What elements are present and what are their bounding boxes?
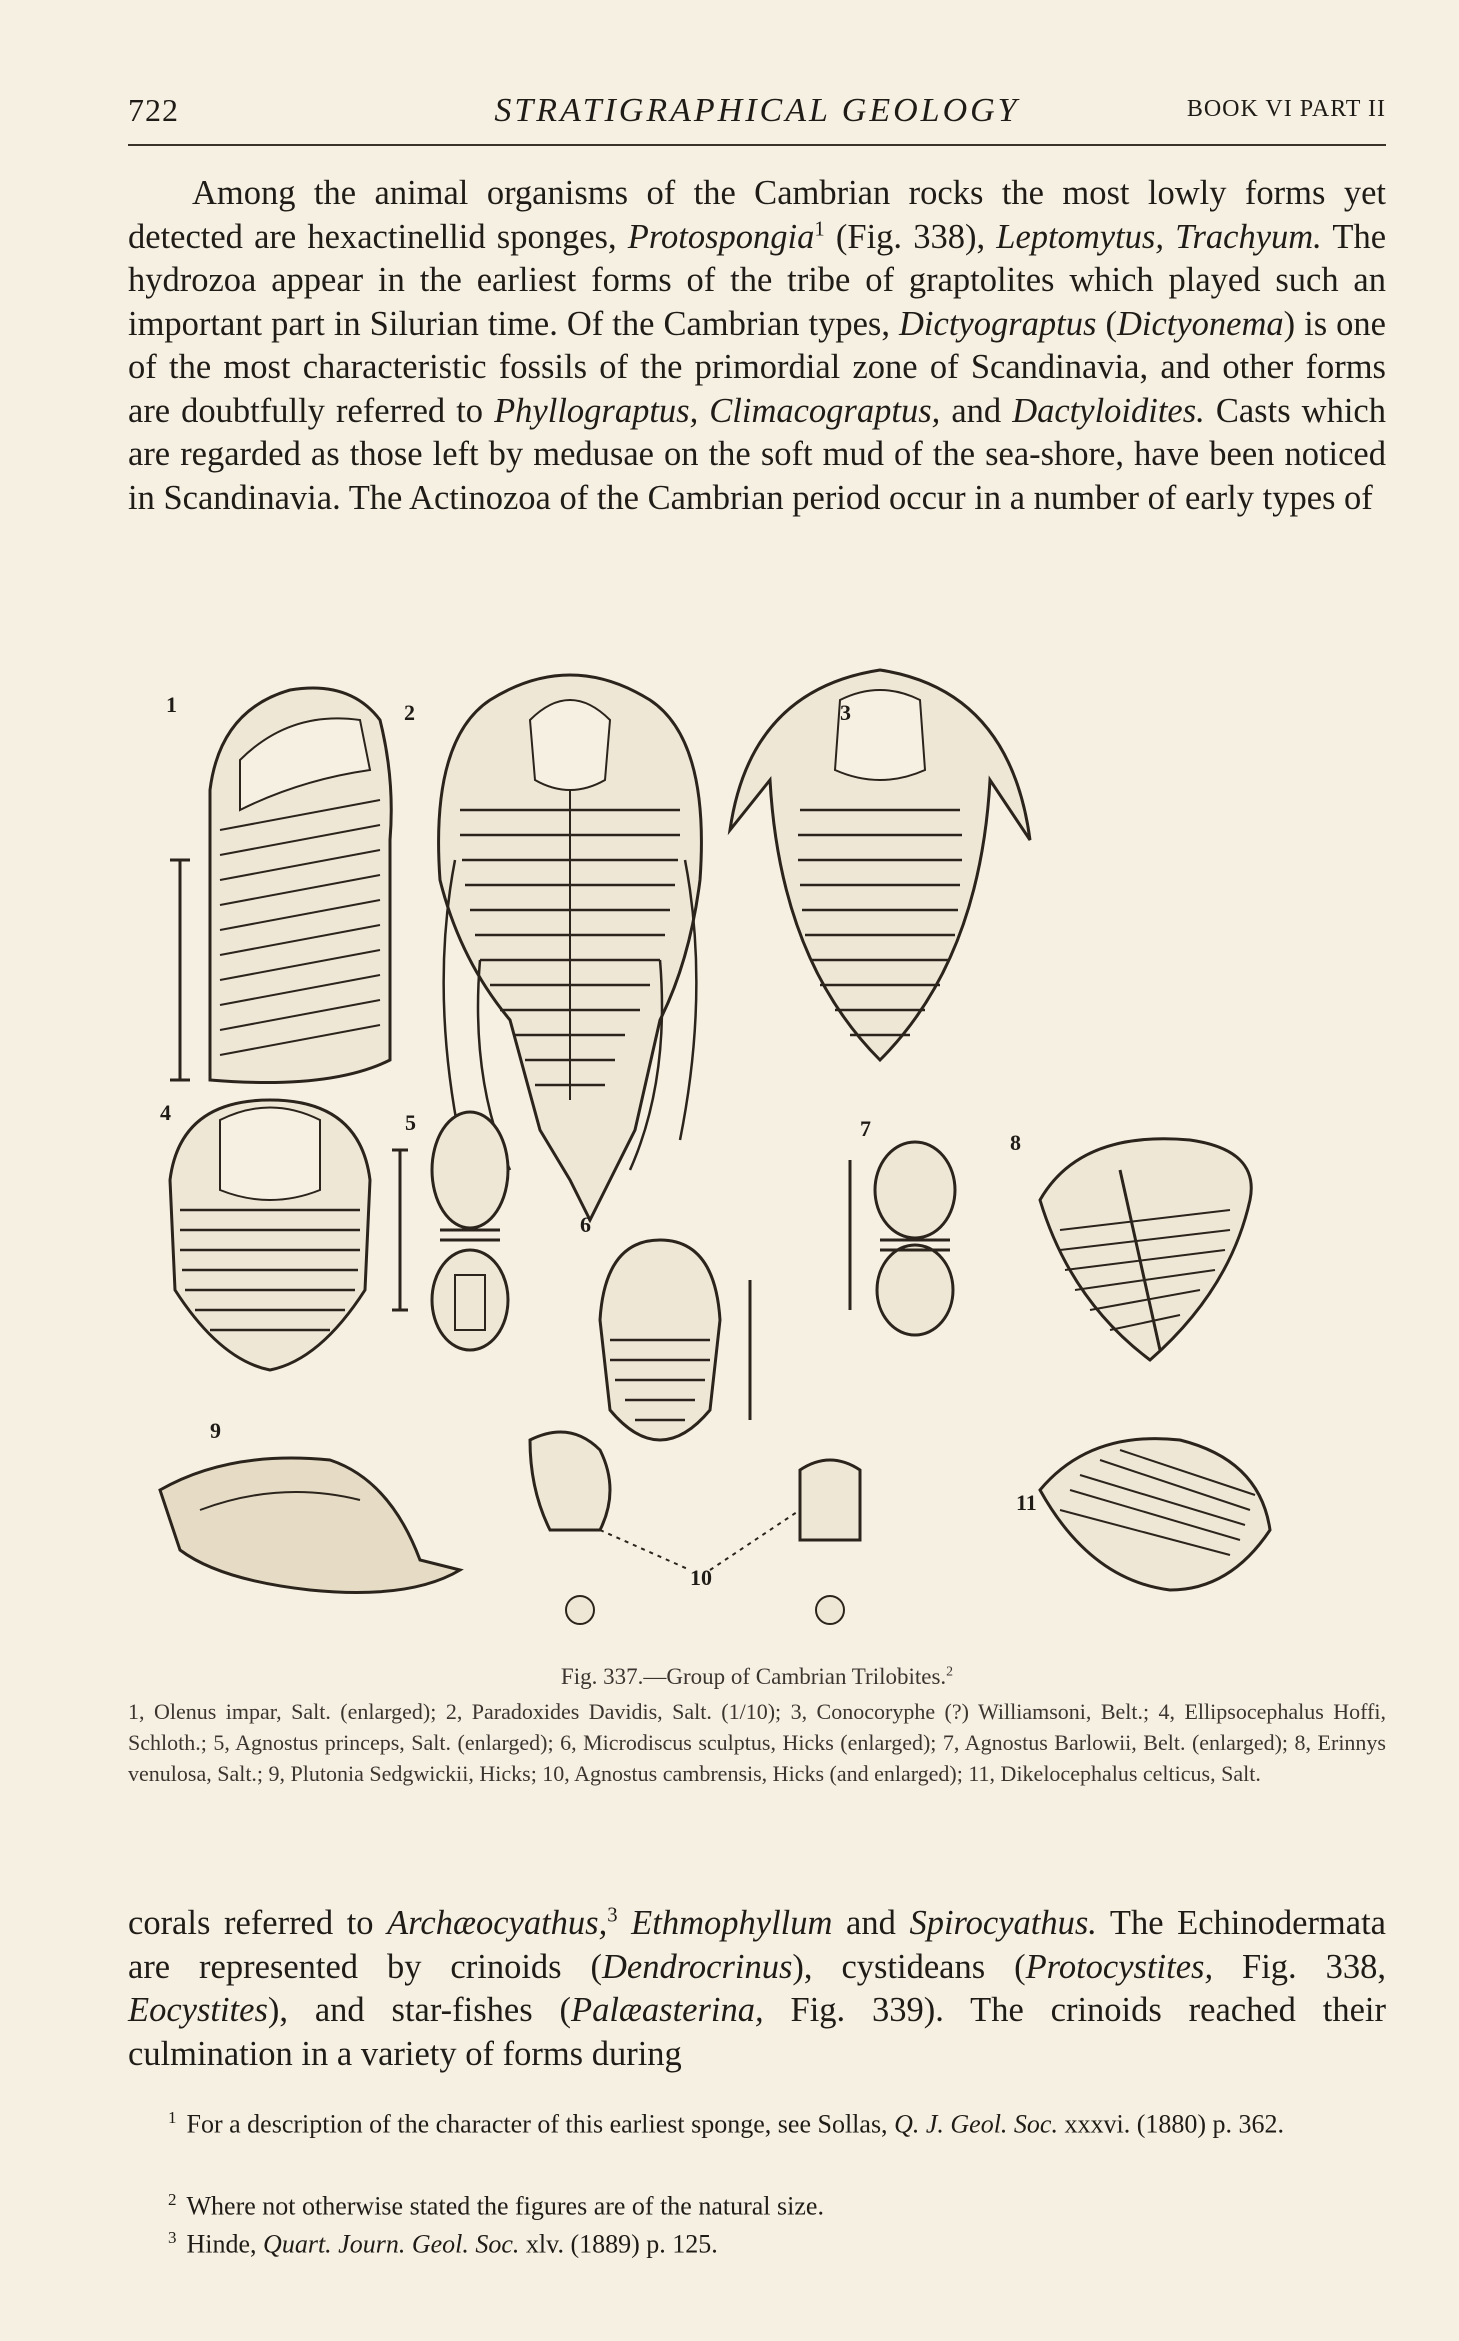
- trilobite-olenus: [166, 688, 391, 1083]
- footnote-1: $^1$ For a description of the character of this earliest sponge, see Sollas, Q. J. Geol. Soc. xxxvi. (1880) p. 362.: [168, 2108, 1285, 2139]
- trilobite-conocoryphe: [730, 670, 1030, 1060]
- trilobite-agnostus-cambrensis: [530, 1432, 860, 1624]
- figure-caption: [128, 1661, 1386, 1789]
- label-4: 4: [160, 1100, 171, 1125]
- label-6: 6: [580, 1212, 591, 1237]
- paragraph-corals-echinodermata: corals referred to Archæocyathus,$^3$ Ethmophyllum and Spirocyathus. The Echinodermata are represented by crinoids (Dendrocrinus), cystideans (Protocystites, Fig. 338, Eocystites), and star-fishes (Palæasterina, Fig. 339). The crinoids reached their culmination in a variety of forms during: [128, 1904, 1386, 2073]
- page-number: 722: [128, 92, 179, 128]
- trilobite-ellipsocephalus: [160, 1100, 370, 1370]
- paragraph-cambrian-organisms: Among the animal organisms of the Cambrian rocks the most lowly forms yet detected are hexactinellid sponges, Protospongia$^1$ (Fig. 338), Leptomytus, Trachyum. The hydrozoa appear in the earliest forms of the tribe of graptolites which played such an important part in Silurian time. Of the Cambrian types, Dictyograptus (Dictyonema) is one of the most characteristic fossils of the primordial zone of Scandinavia, and other forms are doubtfully referred to Phyllograptus, Climacograptus, and Dactyloidites. Casts which are regarded as those left by medusae on the soft mud of the sea-shore, have been noticed in Scandinavia. The Actinozoa of the Cambrian period occur in a number of early types of: [128, 174, 1387, 517]
- running-header: [128, 92, 1386, 146]
- figure-caption-title: Fig. 337.—Group of Cambrian Trilobites.$^2$: [560, 1663, 954, 1689]
- trilobite-agnostus-princeps: [392, 1110, 508, 1350]
- label-8: 8: [1010, 1130, 1021, 1155]
- trilobite-engravings: [150, 640, 1330, 1640]
- book-part-label: BOOK VI PART II: [1186, 96, 1386, 122]
- figure-caption-body: 1, Olenus impar, Salt. (enlarged); 2, Paradoxides Davidis, Salt. (1/10); 3, Conocoryphe (?) Williamsoni, Belt.; 4, Ellipsocephalus Hoffi, Schloth.; 5, Agnostus princeps, Salt. (enlarged); 6, Microdiscus sculptus, Hicks (enlarged); 7, Agnostus Barlowii, Belt. (enlarged); 8, Erinnys venulosa, Salt.; 9, Plutonia Sedgwickii, Hicks; 10, Agnostus cambrensis, Hicks (and enlarged); 11, Dikelocephalus celticus, Salt.: [128, 1699, 1386, 1786]
- running-title: STRATIGRAPHICAL GEOLOGY: [494, 92, 1020, 129]
- label-1: 1: [166, 692, 177, 717]
- footnote-ref[interactable]: 1: [814, 218, 825, 240]
- label-7: 7: [860, 1116, 871, 1141]
- label-9: 9: [210, 1418, 221, 1443]
- trilobite-dikelocephalus: [1016, 1439, 1270, 1590]
- trilobite-agnostus-barlowii: [850, 1116, 955, 1335]
- trilobite-erinnys: [1010, 1130, 1251, 1360]
- footnote-ref[interactable]: 2: [946, 1663, 954, 1679]
- label-5: 5: [405, 1110, 416, 1135]
- trilobite-plate-figure: [150, 640, 1330, 1640]
- label-10: 10: [690, 1565, 712, 1590]
- label-11: 11: [1016, 1490, 1037, 1515]
- trilobite-plutonia: [160, 1418, 460, 1593]
- footnote-2: $^2$ Where not otherwise stated the figures are of the natural size.: [168, 2190, 824, 2221]
- footnote-3: $^3$ Hinde, Quart. Journ. Geol. Soc. xlv. (1889) p. 125.: [168, 2228, 718, 2259]
- footnote-ref[interactable]: 3: [607, 1904, 618, 1927]
- trilobite-microdiscus: [580, 1212, 750, 1440]
- label-3: 3: [840, 700, 851, 725]
- label-2: 2: [404, 700, 415, 725]
